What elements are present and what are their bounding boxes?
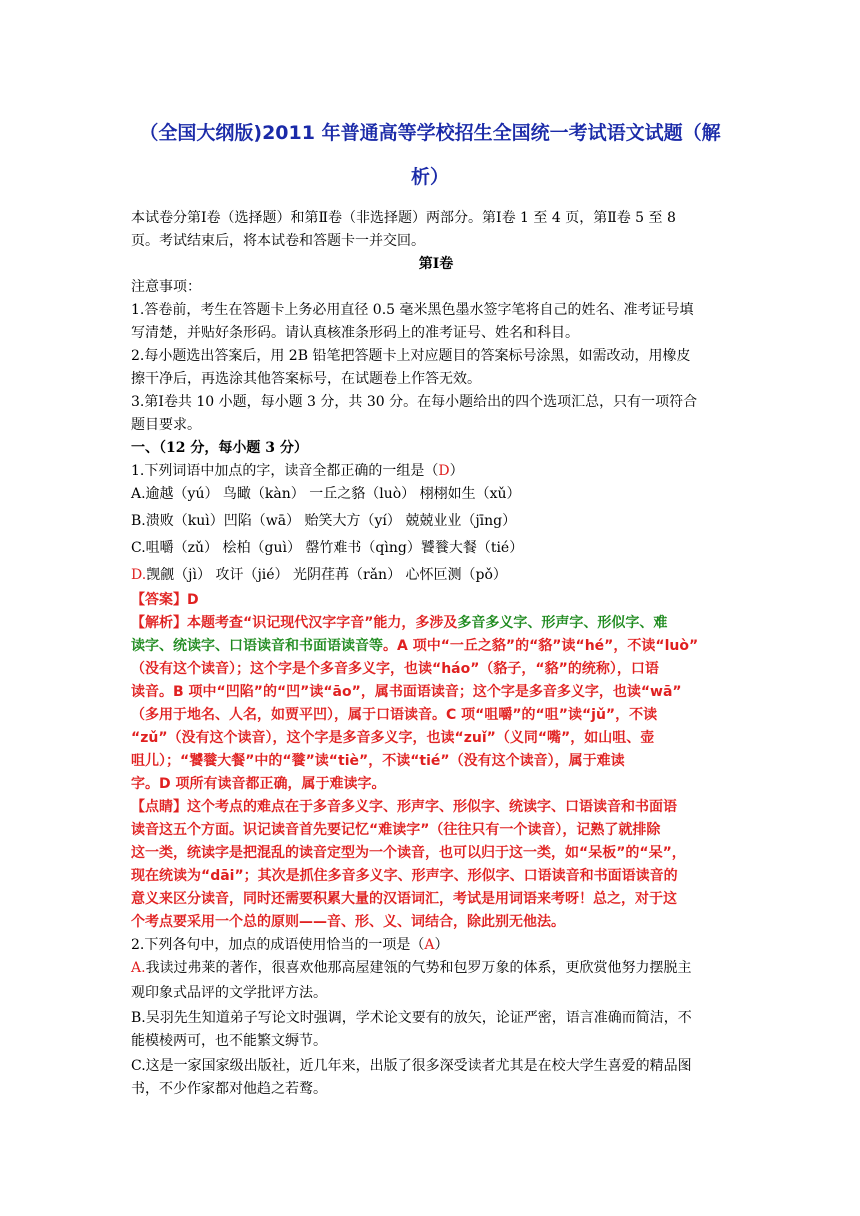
q1-analysis-line: “zǔ”（没有这个读音），这个字是多音多义字，也读“zuǐ”（义同“嘴”，如山咀、壶 [131, 730, 655, 746]
q1-stem-end: ） [449, 463, 464, 479]
section-heading: 一、（12 分，每小题 3 分） [131, 440, 308, 456]
tip-label: 【点睛】 [131, 799, 187, 815]
analysis-label: 【解析】 [131, 615, 187, 631]
q2-option-a-label: A. [131, 960, 146, 976]
q2-option-b: B.吴羽先生知道弟子写论文时强调，学术论文要有的放矢，论证严密，语言准确而简洁，不 [131, 1010, 692, 1026]
volume-heading: 第Ⅰ卷 [418, 256, 454, 272]
q1-option-d-text: 觊觎（jì） 攻讦（jié） 光阴荏苒（rǎn） 心怀叵测（pǒ） [146, 567, 507, 583]
q2-stem-answer: A [424, 937, 435, 953]
q1-tip-line: 现在统读为“dāi”；其次是抓住多音多义字、形声字、形似字、口语读音和书面语读音的 [131, 868, 678, 884]
q1-tip-line [131, 797, 741, 817]
q1-option-d [131, 565, 741, 585]
note-line: 2.每小题选出答案后，用 2B 铅笔把答题卡上对应题目的答案标号涂黑，如需改动，用橡皮 [131, 348, 691, 364]
q2-option-a-text: 我读过弗莱的著作，很喜欢他那高屋建瓴的气势和包罗万象的体系，更欣赏他努力摆脱主 [145, 960, 692, 976]
note-line: 擦干净后，再选涂其他答案标号，在试题卷上作答无效。 [131, 371, 481, 387]
q1-analysis-line: （多用于地名、人名，如贾平凹），属于口语读音。C 项“咀嚼”的“咀”读“jǔ”，不读 [131, 707, 658, 723]
notes-heading: 注意事项： [131, 279, 201, 295]
q1-analysis-line: 读音。B 项中“凹陷”的“凹”读“āo”，属书面语读音；这个字是多音多义字，也读“wā” [131, 684, 682, 700]
note-line: 写清楚，并贴好条形码。请认真核准条形码上的准考证号、姓名和科目。 [131, 325, 579, 341]
analysis-text: 本题考查“识记现代汉字字音”能力，多涉及 [187, 615, 458, 631]
q1-option-b: B.溃败（kuì）凹陷（wā） 贻笑大方（yí） 兢兢业业（jīng） [131, 513, 517, 529]
note-line: 3.第Ⅰ卷共 10 小题，每小题 3 分，共 30 分。在每小题给出的四个选项汇总，只有一项符合 [131, 394, 698, 410]
q2-option-c-cont: 书，不少作家都对他趋之若鹜。 [131, 1081, 327, 1097]
q1-option-d-label: D. [131, 567, 147, 583]
q1-stem-text: 1.下列词语中加点的字，读音全都正确的一组是（ [131, 463, 439, 479]
q2-option-a-cont: 观印象式品评的文学批评方法。 [131, 985, 327, 1001]
tip-text: 这个考点的难点在于多音多义字、形声字、形似字、统读字、口语读音和书面语 [187, 799, 677, 815]
q1-stem [131, 461, 741, 481]
q1-analysis-line: 字。D 项所有读音都正确，属于难读字。 [131, 776, 386, 792]
q2-stem-end: ） [434, 937, 449, 953]
q1-tip-line: 这一类，统读字是把混乱的读音定型为一个读音，也可以归于这一类，如“呆板”的“呆”， [131, 845, 686, 861]
intro-line: 页。考试结束后，将本试卷和答题卡一并交回。 [131, 233, 425, 249]
q1-analysis-line: 咀儿）；“饕餮大餐”中的“餮”读“tiè”，不读“tié”（没有这个读音），属于难读 [131, 753, 625, 769]
q1-analysis-line: （没有这个读音）；这个字是个多音多义字，也读“háo”（貉子，“貉”的统称），口语 [131, 661, 659, 677]
q2-option-b-cont: 能模棱两可，也不能繁文缛节。 [131, 1033, 327, 1049]
q2-stem-text: 2.下列各句中，加点的成语使用恰当的一项是（ [131, 937, 425, 953]
q1-tip-line: 意义来区分读音，同时还需要积累大量的汉语词汇，考试是用词语来考呀！总之，对于这 [131, 891, 677, 907]
q1-analysis-line [131, 636, 741, 656]
analysis-text-green: 多音多义字、形声字、形似字、难 [457, 615, 668, 631]
q2-option-c: C.这是一家国家级出版社，近几年来，出版了很多深受读者尤其是在校大学生喜爱的精品图 [131, 1058, 692, 1074]
q1-analysis-line [131, 613, 741, 633]
q1-tip-line: 个考点要采用一个总的原则——音、形、义、词结合，除此别无他法。 [131, 914, 565, 930]
q2-option-a [131, 958, 741, 978]
note-line: 1.答卷前，考生在答题卡上务必用直径 0.5 毫米黑色墨水签字笔将自己的姓名、准考证号填 [131, 302, 694, 318]
doc-title-line2: 析） [410, 166, 449, 188]
note-line: 题目要求。 [131, 417, 201, 433]
q1-stem-answer: D [438, 463, 450, 479]
analysis-text-green: 读字、统读字、口语读音和书面语读音等 [131, 638, 383, 654]
q1-option-a: A.逾越（yú） 鸟瞰（kàn） 一丘之貉（luò） 栩栩如生（xǔ） [131, 486, 521, 502]
q1-option-c: C.咀嚼（zǔ） 桧柏（guì） 罄竹难书（qìng）饕餮大餐（tié） [131, 540, 524, 556]
q2-stem [131, 935, 741, 955]
intro-line: 本试卷分第Ⅰ卷（选择题）和第Ⅱ卷（非选择题）两部分。第Ⅰ卷 1 至 4 页，第Ⅱ卷 5 至 8 [131, 210, 676, 226]
analysis-text: 。A 项中“一丘之貉”的“貉”读“hé”，不读“luò” [383, 638, 699, 654]
q1-answer: 【答案】D [131, 592, 199, 608]
doc-title-line1: （全国大纲版)2011 年普通高等学校招生全国统一考试语文试题（解 [139, 122, 721, 144]
q1-tip-line: 读音这五个方面。识记读音首先要记忆“难读字”（往往只有一个读音），记熟了就排除 [131, 822, 661, 838]
